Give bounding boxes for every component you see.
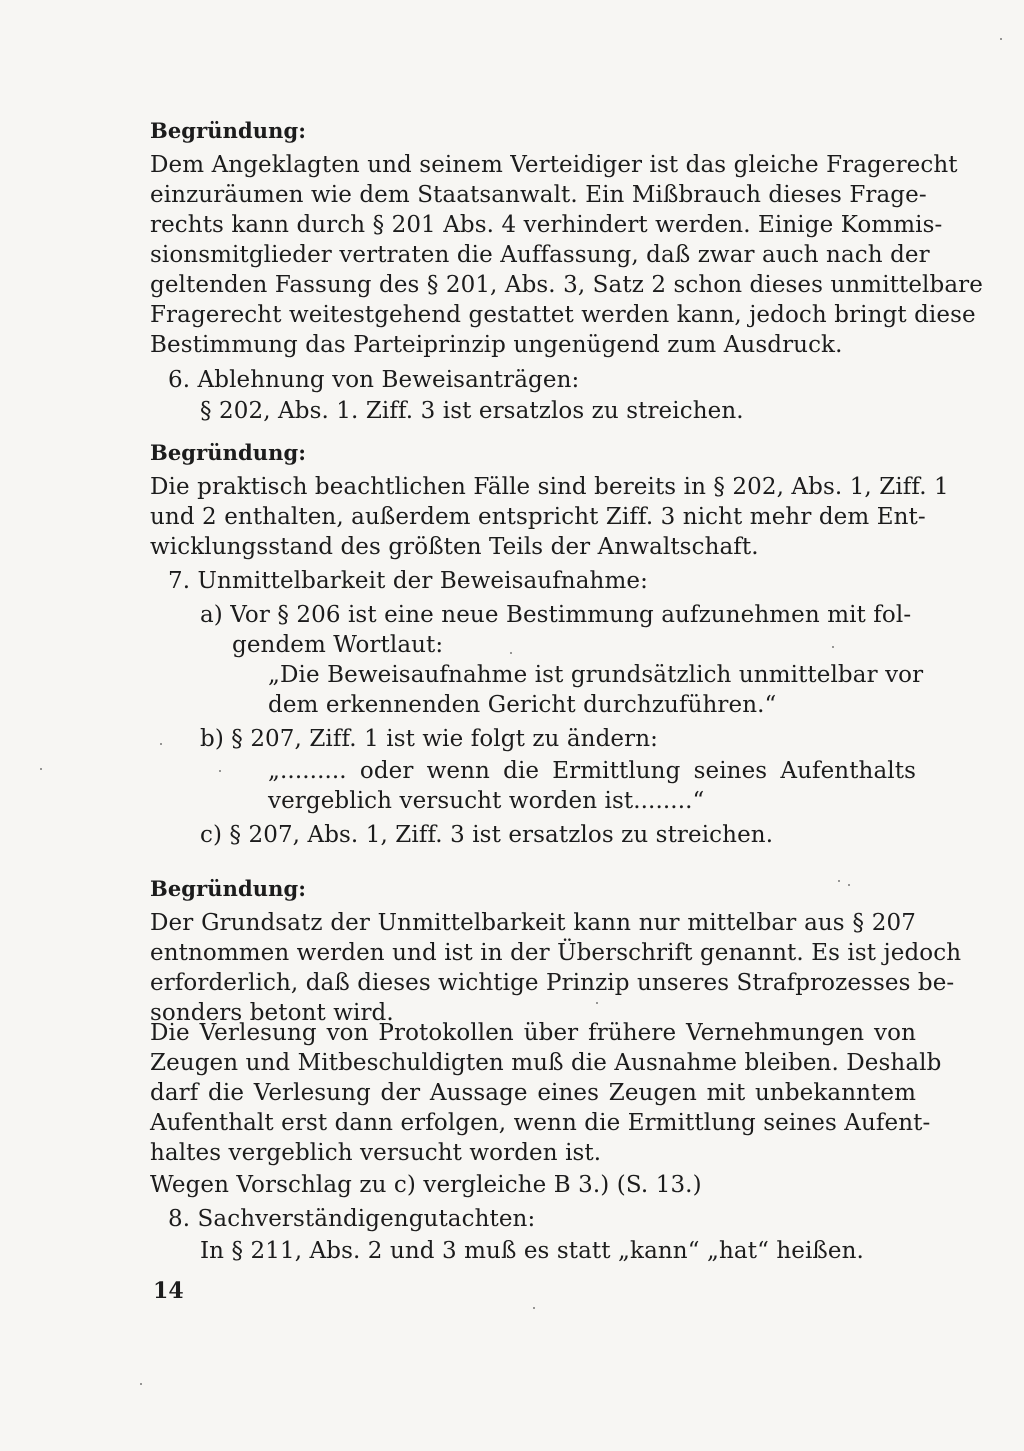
paragraph-1-line: einzuräumen wie dem Staatsanwalt. Ein Mißbrauch dieses Frage- xyxy=(150,182,927,208)
paragraph-1-line: Fragerecht weitestgehend gestattet werden kann, jedoch bringt diese xyxy=(150,302,976,328)
paragraph-3-line: sonders betont wird. xyxy=(150,1000,394,1026)
paragraph-2-line: und 2 enthalten, außerdem entspricht Ziff. 3 nicht mehr dem Ent- xyxy=(150,504,926,530)
item-7c-line: c) § 207, Abs. 1, Ziff. 3 ist ersatzlos zu streichen. xyxy=(200,822,774,848)
page-number: 14 xyxy=(153,1278,184,1304)
item-6-title: 6. Ablehnung von Beweisanträgen: xyxy=(168,367,580,393)
paragraph-1-line: rechts kann durch § 201 Abs. 4 verhindert werden. Einige Kommis- xyxy=(150,212,943,238)
scan-speck xyxy=(832,646,834,648)
item-7a-quote: „Die Beweisaufnahme ist grundsätzlich unmittelbar vor xyxy=(268,662,924,688)
paragraph-2-line: wicklungsstand des größten Teils der Anwaltschaft. xyxy=(150,534,759,560)
item-8-text: In § 211, Abs. 2 und 3 muß es statt „kann“ „hat“ heißen. xyxy=(200,1238,864,1264)
item-7b-line: b) § 207, Ziff. 1 ist wie folgt zu ändern: xyxy=(200,726,658,752)
scan-speck xyxy=(140,1383,142,1385)
item-7a-line: gendem Wortlaut: xyxy=(232,632,444,658)
scan-speck xyxy=(533,1307,535,1309)
paragraph-1-line: geltenden Fassung des § 201, Abs. 3, Satz 2 schon dieses unmittelbare xyxy=(150,272,983,298)
paragraph-4-line: Zeugen und Mitbeschuldigten muß die Ausnahme bleiben. Deshalb xyxy=(150,1050,942,1076)
paragraph-3-line: Der Grundsatz der Unmittelbarkeit kann nur mittelbar aus § 207 xyxy=(150,910,916,936)
item-7b-quote: „......... oder wenn die Ermittlung seines Aufenthalts xyxy=(268,758,916,784)
heading-begruendung-1: Begründung: xyxy=(150,118,307,143)
paragraph-4-line: haltes vergeblich versucht worden ist. xyxy=(150,1140,602,1166)
item-6-text: § 202, Abs. 1. Ziff. 3 ist ersatzlos zu streichen. xyxy=(200,398,744,424)
paragraph-4-line: Die Verlesung von Protokollen über frühere Vernehmungen von xyxy=(150,1020,916,1046)
paragraph-3-line: entnommen werden und ist in der Überschrift genannt. Es ist jedoch xyxy=(150,940,962,966)
scan-speck xyxy=(219,770,221,772)
paragraph-2-line: Die praktisch beachtlichen Fälle sind bereits in § 202, Abs. 1, Ziff. 1 xyxy=(150,474,949,500)
item-8-title: 8. Sachverständigengutachten: xyxy=(168,1206,536,1232)
paragraph-1-line: Dem Angeklagten und seinem Verteidiger ist das gleiche Fragerecht xyxy=(150,152,958,178)
paragraph-4-line: darf die Verlesung der Aussage eines Zeugen mit unbekanntem xyxy=(150,1080,916,1106)
scan-speck xyxy=(40,768,42,770)
heading-begruendung-2: Begründung: xyxy=(150,440,307,465)
scan-speck xyxy=(1000,38,1002,40)
paragraph-5: Wegen Vorschlag zu c) vergleiche B 3.) (S. 13.) xyxy=(150,1172,702,1198)
scan-speck xyxy=(596,1002,598,1004)
item-7b-quote: vergeblich versucht worden ist........“ xyxy=(268,788,705,814)
paragraph-4-line: Aufenthalt erst dann erfolgen, wenn die Ermittlung seines Aufent- xyxy=(150,1110,931,1136)
item-7-title: 7. Unmittelbarkeit der Beweisaufnahme: xyxy=(168,568,648,594)
paragraph-1-line: sionsmitglieder vertraten die Auffassung, daß zwar auch nach der xyxy=(150,242,930,268)
scan-speck xyxy=(510,652,512,654)
heading-begruendung-3: Begründung: xyxy=(150,876,307,901)
item-7a-line: a) Vor § 206 ist eine neue Bestimmung aufzunehmen mit fol- xyxy=(200,602,912,628)
scan-speck xyxy=(160,743,162,745)
paragraph-3-line: erforderlich, daß dieses wichtige Prinzip unseres Strafprozesses be- xyxy=(150,970,955,996)
scan-speck xyxy=(838,880,840,882)
scan-speck xyxy=(848,884,850,886)
paragraph-1-line: Bestimmung das Parteiprinzip ungenügend zum Ausdruck. xyxy=(150,332,843,358)
item-7a-quote: dem erkennenden Gericht durchzuführen.“ xyxy=(268,692,777,718)
